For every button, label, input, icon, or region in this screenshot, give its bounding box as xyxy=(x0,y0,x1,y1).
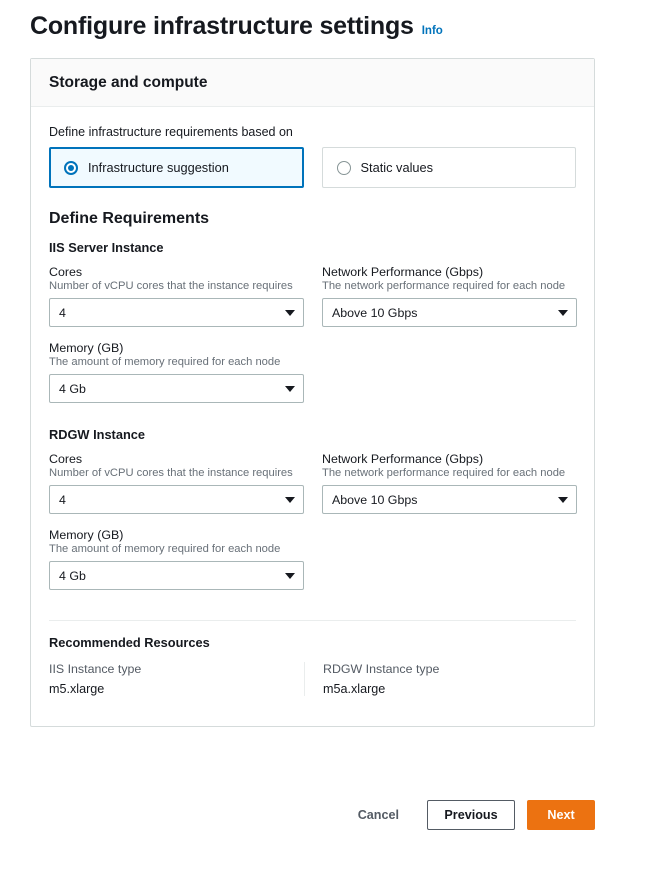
cancel-button[interactable]: Cancel xyxy=(342,800,415,830)
chevron-down-icon xyxy=(285,386,295,392)
rdgw-network-description: The network performance required for each node xyxy=(322,467,566,479)
info-link[interactable]: Info xyxy=(421,25,443,37)
iis-cores-group xyxy=(49,265,304,341)
basis-label: Define infrastructure requirements based on xyxy=(49,125,293,139)
chevron-down-icon xyxy=(285,310,295,316)
page-header xyxy=(0,0,653,41)
radio-option-label: Static values xyxy=(360,160,434,175)
recommended-item-iis xyxy=(49,662,304,696)
rdgw-memory-description: The amount of memory required for each node xyxy=(49,543,281,555)
chevron-down-icon xyxy=(285,497,295,503)
iis-memory-value: 4 Gb xyxy=(59,381,86,396)
card-body xyxy=(31,107,594,726)
chevron-down-icon xyxy=(558,497,568,503)
instance-section-title-rdgw: RDGW Instance xyxy=(49,427,145,442)
infrastructure-basis-radio-group xyxy=(49,147,576,188)
chevron-down-icon xyxy=(558,310,568,316)
iis-row-2-spacer xyxy=(322,341,577,417)
iis-network-group xyxy=(322,265,577,341)
recommended-resources-title: Recommended Resources xyxy=(49,635,210,650)
recommended-iis-label: IIS Instance type xyxy=(49,662,142,676)
card-header-title: Storage and compute xyxy=(49,74,208,91)
previous-button[interactable]: Previous xyxy=(427,800,515,830)
radio-icon-selected xyxy=(64,161,78,175)
page-title: Configure infrastructure settings xyxy=(30,12,414,40)
rdgw-row-1 xyxy=(49,452,576,528)
rdgw-row-2 xyxy=(49,528,576,604)
card-header xyxy=(31,59,594,107)
rdgw-network-value: Above 10 Gbps xyxy=(332,492,418,507)
iis-cores-label: Cores xyxy=(49,265,83,279)
define-requirements-title: Define Requirements xyxy=(49,210,210,227)
iis-cores-value: 4 xyxy=(59,305,66,320)
radio-option-label: Infrastructure suggestion xyxy=(88,160,229,175)
wizard-footer xyxy=(30,800,595,830)
recommended-iis-value: m5.xlarge xyxy=(49,682,105,696)
iis-cores-description: Number of vCPU cores that the instance requires xyxy=(49,280,293,292)
rdgw-network-group xyxy=(322,452,577,528)
recommended-item-rdgw xyxy=(304,662,577,696)
iis-row-2 xyxy=(49,341,576,417)
rdgw-cores-description: Number of vCPU cores that the instance requires xyxy=(49,467,293,479)
next-button[interactable]: Next xyxy=(527,800,595,830)
rdgw-memory-select[interactable] xyxy=(49,561,304,590)
rdgw-cores-label: Cores xyxy=(49,452,83,466)
rdgw-memory-group xyxy=(49,528,304,604)
rdgw-cores-value: 4 xyxy=(59,492,66,507)
recommended-rdgw-label: RDGW Instance type xyxy=(323,662,440,676)
iis-network-description: The network performance required for each node xyxy=(322,280,566,292)
iis-memory-label: Memory (GB) xyxy=(49,341,124,355)
recommended-resources-grid xyxy=(49,662,576,696)
iis-network-value: Above 10 Gbps xyxy=(332,305,418,320)
rdgw-network-label: Network Performance (Gbps) xyxy=(322,452,484,466)
radio-option-infrastructure-suggestion[interactable] xyxy=(49,147,304,188)
instance-section-title-iis: IIS Server Instance xyxy=(49,240,164,255)
rdgw-memory-value: 4 Gb xyxy=(59,568,86,583)
iis-network-select[interactable] xyxy=(322,298,577,327)
iis-row-1 xyxy=(49,265,576,341)
radio-option-static-values[interactable] xyxy=(322,147,577,188)
section-divider xyxy=(49,620,576,621)
radio-icon-unselected xyxy=(337,161,351,175)
rdgw-row-2-spacer xyxy=(322,528,577,604)
iis-memory-group xyxy=(49,341,304,417)
storage-and-compute-card xyxy=(30,58,595,727)
rdgw-network-select[interactable] xyxy=(322,485,577,514)
iis-network-label: Network Performance (Gbps) xyxy=(322,265,484,279)
iis-memory-description: The amount of memory required for each node xyxy=(49,356,281,368)
rdgw-cores-select[interactable] xyxy=(49,485,304,514)
rdgw-cores-group xyxy=(49,452,304,528)
chevron-down-icon xyxy=(285,573,295,579)
iis-cores-select[interactable] xyxy=(49,298,304,327)
recommended-rdgw-value: m5a.xlarge xyxy=(323,682,386,696)
rdgw-memory-label: Memory (GB) xyxy=(49,528,124,542)
iis-memory-select[interactable] xyxy=(49,374,304,403)
